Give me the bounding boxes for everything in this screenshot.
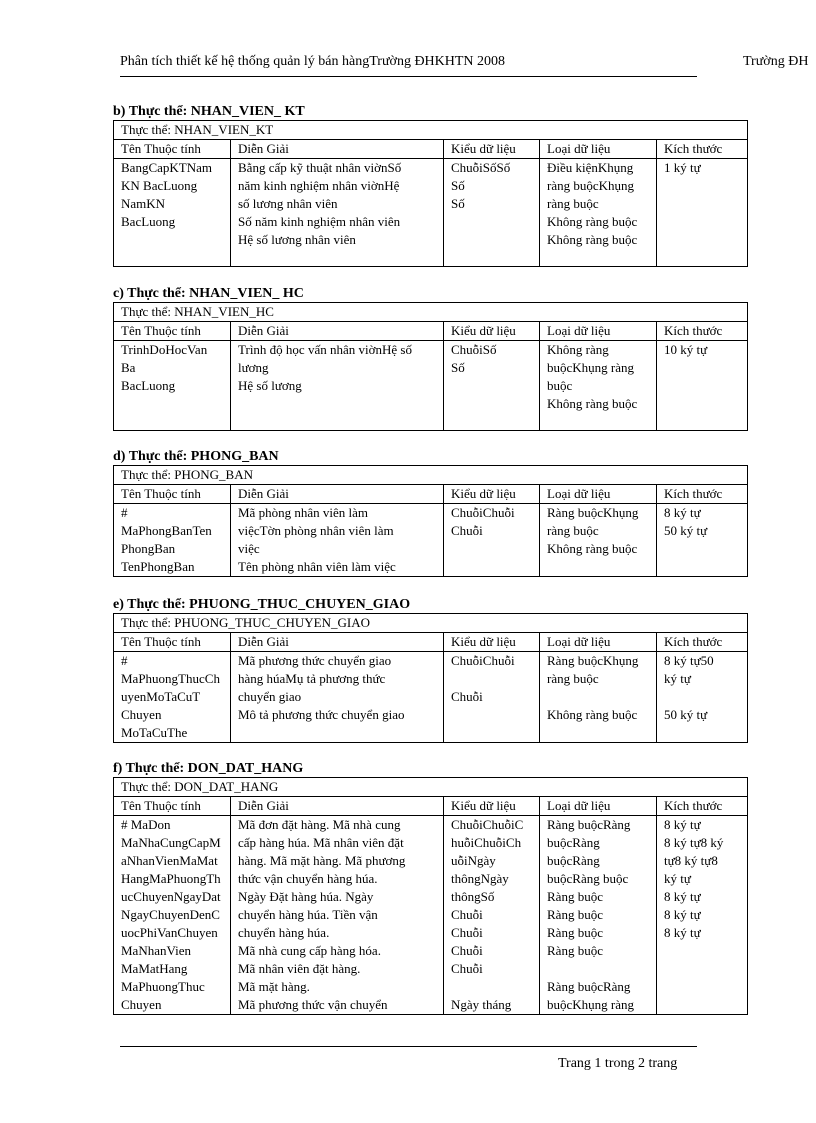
col-header-size: Kích thước <box>657 140 748 159</box>
col-header-attribute: Tên Thuộc tính <box>114 140 231 159</box>
cell-line <box>547 960 656 978</box>
col-header-data-type: Kiểu dữ liệu <box>444 485 540 504</box>
cell-line: thôngSố <box>451 889 495 904</box>
cell-line: uyenMoTaCuT <box>121 689 201 704</box>
cell-line: Hệ số lương nhân viên <box>238 232 356 247</box>
data-type-cell <box>444 652 540 743</box>
col-header-data-kind: Loại dữ liệu <box>540 485 657 504</box>
cell-line: # MaDon <box>121 817 171 832</box>
entity-heading: d) Thực thể: PHONG_BAN <box>113 449 279 464</box>
cell-line: Mã nhà cung cấp hàng hóa. <box>238 943 381 958</box>
table-row <box>114 341 748 431</box>
cell-line: buộcKhụng ràng <box>547 360 635 375</box>
cell-line: Chuỗi <box>451 943 483 958</box>
cell-line: MaNhaCungCapM <box>121 835 221 850</box>
attribute-name-cell <box>114 816 231 1015</box>
cell-line: Chuỗi <box>451 907 483 922</box>
cell-line: ChuỗiSốSố <box>451 160 511 175</box>
cell-line: Số năm kinh nghiệm nhân viên <box>238 214 401 229</box>
cell-line: Mã phương thức chuyển giao <box>238 653 392 668</box>
entity-section <box>113 286 747 431</box>
data-kind-cell <box>540 341 657 431</box>
col-header-attribute: Tên Thuộc tính <box>114 633 231 652</box>
cell-line: hàng. Mã mặt hàng. Mã phương <box>238 853 406 868</box>
cell-line: uỗiNgày <box>451 853 496 868</box>
col-header-size: Kích thước <box>657 797 748 816</box>
cell-line: MaNhanVien <box>121 943 191 958</box>
cell-line: MaPhongBanTen <box>121 523 212 538</box>
cell-line: Số <box>451 178 465 193</box>
attribute-name-cell <box>114 652 231 743</box>
col-header-data-type: Kiểu dữ liệu <box>444 140 540 159</box>
data-type-cell <box>444 504 540 577</box>
table-header-row <box>114 485 748 504</box>
col-header-data-kind: Loại dữ liệu <box>540 322 657 341</box>
cell-line: huỗiChuỗiCh <box>451 835 522 850</box>
col-header-description: Diễn Giải <box>231 485 444 504</box>
cell-line: TrinhDoHocVan <box>121 342 208 357</box>
cell-line: NgayChuyenDenC <box>121 907 220 922</box>
cell-line: 8 ký tự <box>664 907 701 922</box>
data-kind-cell <box>540 504 657 577</box>
table-row <box>114 816 748 1015</box>
cell-line: 8 ký tự <box>664 817 701 832</box>
cell-line <box>664 688 747 706</box>
cell-line: Ngày Đặt hàng húa. Ngày <box>238 889 374 904</box>
data-type-cell <box>444 816 540 1015</box>
cell-line: buộc <box>547 378 573 393</box>
table-caption: Thực thể: NHAN_VIEN_KT <box>114 121 748 140</box>
cell-line: Chuyen <box>121 707 162 722</box>
cell-line: thức vận chuyển hàng húa. <box>238 871 378 886</box>
description-cell <box>231 504 444 577</box>
cell-line: Ràng buộcRàng <box>547 979 631 994</box>
entity-table <box>113 120 748 267</box>
cell-line: 8 ký tự50 <box>664 653 714 668</box>
cell-line: ràng buộc <box>547 671 599 686</box>
cell-line: Chuỗi <box>451 961 483 976</box>
description-cell <box>231 816 444 1015</box>
col-header-description: Diễn Giải <box>231 797 444 816</box>
description-cell <box>231 159 444 267</box>
cell-line: MaPhuongThucCh <box>121 671 220 686</box>
cell-line: Không ràng buộc <box>547 396 638 411</box>
attribute-name-cell <box>114 504 231 577</box>
cell-line: Ràng buộc <box>547 907 603 922</box>
cell-line: 50 ký tự <box>664 707 708 722</box>
table-caption: Thực thể: PHONG_BAN <box>114 466 748 485</box>
cell-line: ký tự <box>664 671 691 686</box>
cell-line: chuyển hàng húa. <box>238 925 330 940</box>
col-header-description: Diễn Giải <box>231 140 444 159</box>
cell-line: MoTaCuThe <box>121 725 188 740</box>
cell-line: Không ràng buộc <box>547 232 638 247</box>
cell-line: aNhanVienMaMat <box>121 853 218 868</box>
cell-line: # <box>121 505 128 520</box>
entity-heading: b) Thực thể: NHAN_VIEN_ KT <box>113 104 305 119</box>
entity-table <box>113 465 748 577</box>
entity-heading: e) Thực thể: PHUONG_THUC_CHUYEN_GIAO <box>113 597 411 612</box>
cell-line: Ràng buộcRàng <box>547 817 631 832</box>
cell-line: Mã phương thức vận chuyển <box>238 997 388 1012</box>
cell-line: Không ràng buộc <box>547 707 638 722</box>
cell-line: ChuỗiChuỗi <box>451 505 515 520</box>
size-cell <box>657 816 748 1015</box>
data-kind-cell <box>540 652 657 743</box>
cell-line: năm kinh nghiệm nhân viờnHệ <box>238 178 400 193</box>
cell-line: BangCapKTNam <box>121 160 212 175</box>
footer-divider <box>120 1046 697 1047</box>
cell-line: 8 ký tự <box>664 889 701 904</box>
data-kind-cell <box>540 159 657 267</box>
cell-line <box>451 978 539 996</box>
size-cell <box>657 504 748 577</box>
cell-line: Chuỗi <box>451 689 483 704</box>
cell-line: # <box>121 653 128 668</box>
cell-line: KN BacLuong <box>121 178 198 193</box>
col-header-description: Diễn Giải <box>231 322 444 341</box>
cell-line: Ràng buộc <box>547 889 603 904</box>
entity-section <box>113 104 747 267</box>
cell-line: Ràng buộcKhụng <box>547 653 639 668</box>
cell-line: HangMaPhuongTh <box>121 871 221 886</box>
entity-table <box>113 613 748 743</box>
table-caption: Thực thể: DON_DAT_HANG <box>114 778 748 797</box>
cell-line: ràng buộc <box>547 523 599 538</box>
cell-line: MaMatHang <box>121 961 188 976</box>
cell-line: MaPhuongThuc <box>121 979 205 994</box>
cell-line: tự8 ký tự8 <box>664 853 718 868</box>
cell-line: NamKN <box>121 196 166 211</box>
description-cell <box>231 652 444 743</box>
cell-line: ChuỗiChuỗi <box>451 653 515 668</box>
cell-line: ràng buộcKhụng <box>547 178 635 193</box>
cell-line: ký tự <box>664 871 691 886</box>
col-header-data-type: Kiểu dữ liệu <box>444 322 540 341</box>
entity-heading: f) Thực thể: DON_DAT_HANG <box>113 761 304 776</box>
cell-line: hàng húaMụ tả phương thức <box>238 671 386 686</box>
cell-line: Mã mặt hàng. <box>238 979 310 994</box>
table-header-row <box>114 633 748 652</box>
data-type-cell <box>444 159 540 267</box>
data-kind-cell <box>540 816 657 1015</box>
attribute-name-cell <box>114 159 231 267</box>
cell-line: Ngày tháng <box>451 997 512 1012</box>
table-row <box>114 159 748 267</box>
size-cell <box>657 341 748 431</box>
cell-line: Bằng cấp kỹ thuật nhân viờnSố <box>238 160 402 175</box>
cell-line: Chuyen <box>121 997 162 1012</box>
size-cell <box>657 652 748 743</box>
col-header-size: Kích thước <box>657 485 748 504</box>
cell-line: ChuỗiChuỗiC <box>451 817 524 832</box>
cell-line: 8 ký tự <box>664 925 701 940</box>
cell-line: Mã phòng nhân viên làm <box>238 505 368 520</box>
cell-line: PhongBan <box>121 541 176 556</box>
cell-line: BacLuong <box>121 214 176 229</box>
entity-section <box>113 761 747 1015</box>
cell-line: buộcKhụng ràng <box>547 997 635 1012</box>
entity-section <box>113 449 747 577</box>
cell-line: BacLuong <box>121 378 176 393</box>
size-cell <box>657 159 748 267</box>
cell-line: Chuỗi <box>451 523 483 538</box>
cell-line: Mã đơn đặt hàng. Mã nhà cung <box>238 817 401 832</box>
cell-line: cấp hàng húa. Mã nhân viên đặt <box>238 835 404 850</box>
cell-line: Mã nhân viên đặt hàng. <box>238 961 361 976</box>
table-header-row <box>114 322 748 341</box>
cell-line: Điều kiệnKhụng <box>547 160 634 175</box>
cell-line: 1 ký tự <box>664 160 701 175</box>
col-header-data-kind: Loại dữ liệu <box>540 633 657 652</box>
cell-line: Ràng buộc <box>547 943 603 958</box>
cell-line: Số <box>451 360 465 375</box>
cell-line: Không ràng buộc <box>547 214 638 229</box>
cell-line: Không ràng buộc <box>547 541 638 556</box>
cell-line: Trình độ học vấn nhân viờnHệ số <box>238 342 412 357</box>
col-header-attribute: Tên Thuộc tính <box>114 322 231 341</box>
cell-line: ChuỗiSố <box>451 342 497 357</box>
col-header-description: Diễn Giải <box>231 633 444 652</box>
entity-heading: c) Thực thể: NHAN_VIEN_ HC <box>113 286 304 301</box>
cell-line: buộcRàng buộc <box>547 871 629 886</box>
cell-line: Hệ số lương <box>238 378 302 393</box>
table-caption: Thực thể: NHAN_VIEN_HC <box>114 303 748 322</box>
cell-line: Mô tả phương thức chuyển giao <box>238 707 405 722</box>
cell-line: uocPhiVanChuyen <box>121 925 218 940</box>
col-header-data-kind: Loại dữ liệu <box>540 140 657 159</box>
cell-line: buộcRàng <box>547 835 600 850</box>
col-header-data-type: Kiểu dữ liệu <box>444 797 540 816</box>
cell-line: ucChuyenNgayDat <box>121 889 221 904</box>
entity-table <box>113 302 748 431</box>
attribute-name-cell <box>114 341 231 431</box>
cell-line: số lương nhân viên <box>238 196 338 211</box>
entity-table <box>113 777 748 1015</box>
cell-line <box>547 688 656 706</box>
table-caption: Thực thể: PHUONG_THUC_CHUYEN_GIAO <box>114 614 748 633</box>
cell-line: 8 ký tự <box>664 505 701 520</box>
cell-line: lương <box>238 360 269 375</box>
cell-line: thôngNgày <box>451 871 509 886</box>
cell-line: TenPhongBan <box>121 559 195 574</box>
cell-line: 10 ký tự <box>664 342 708 357</box>
cell-line: Chuỗi <box>451 925 483 940</box>
table-row <box>114 504 748 577</box>
cell-line: Số <box>451 196 465 211</box>
cell-line: Ràng buộcKhụng <box>547 505 639 520</box>
col-header-data-type: Kiểu dữ liệu <box>444 633 540 652</box>
col-header-attribute: Tên Thuộc tính <box>114 485 231 504</box>
cell-line: ràng buộc <box>547 196 599 211</box>
cell-line: việc <box>238 541 260 556</box>
cell-line: chuyển giao <box>238 689 302 704</box>
page-number: Trang 1 trong 2 trang <box>558 1056 678 1071</box>
cell-line: buộcRàng <box>547 853 600 868</box>
table-header-row <box>114 797 748 816</box>
cell-line <box>451 670 539 688</box>
col-header-attribute: Tên Thuộc tính <box>114 797 231 816</box>
table-row <box>114 652 748 743</box>
cell-line: chuyển hàng húa. Tiền vận <box>238 907 378 922</box>
entity-section <box>113 597 747 743</box>
col-header-size: Kích thước <box>657 633 748 652</box>
description-cell <box>231 341 444 431</box>
cell-line: Không ràng <box>547 342 609 357</box>
col-header-size: Kích thước <box>657 322 748 341</box>
cell-line: việcTờn phòng nhân viên làm <box>238 523 394 538</box>
data-type-cell <box>444 341 540 431</box>
header-divider <box>120 76 697 77</box>
cell-line: Ràng buộc <box>547 925 603 940</box>
cell-line: 50 ký tự <box>664 523 708 538</box>
page-header-right: Trường ĐH <box>743 54 809 69</box>
cell-line: Tên phòng nhân viên làm việc <box>238 559 396 574</box>
cell-line: 8 ký tự8 ký <box>664 835 724 850</box>
cell-line: Ba <box>121 360 136 375</box>
col-header-data-kind: Loại dữ liệu <box>540 797 657 816</box>
page-header-title: Phân tích thiết kế hệ thống quản lý bán hàngTrường ĐHKHTN 2008 <box>120 54 506 69</box>
table-header-row <box>114 140 748 159</box>
